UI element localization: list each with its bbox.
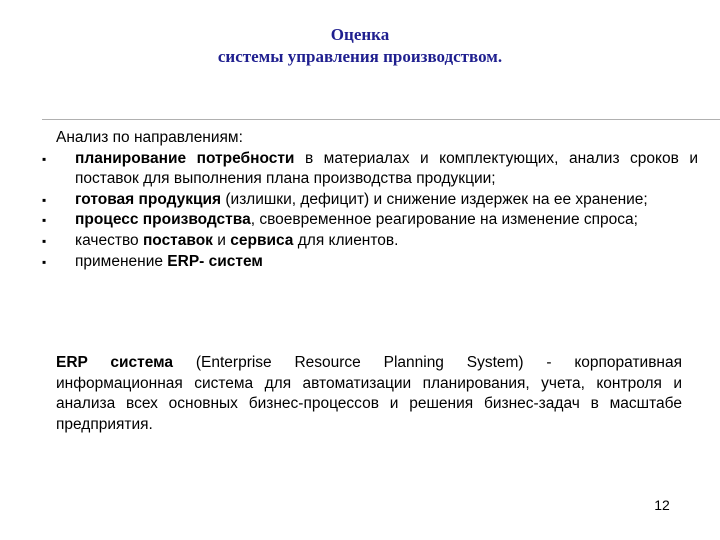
bullet-item	[42, 252, 698, 273]
bullet-text-bold: процесс производства	[75, 211, 251, 229]
bullet-item	[42, 231, 698, 252]
bullet-item	[42, 190, 698, 211]
analysis-section	[42, 128, 699, 272]
bullet-text: в материалах и комплектующих, анализ сроков и поставок для выполнения плана производства продукции;	[75, 149, 699, 188]
bullet-text: применение	[75, 252, 168, 270]
bullet-marker-icon: ▪	[42, 192, 47, 207]
bullet-text-bold: поставок	[142, 231, 213, 249]
slide-title-line-2: системы управления производством.	[217, 47, 503, 66]
bullet-text-bold: планирование потребности	[75, 149, 295, 167]
bullet-item	[42, 210, 698, 231]
page-number: 12	[654, 497, 670, 513]
bullet-marker-icon: ▪	[42, 233, 47, 248]
bullet-marker-icon: ▪	[42, 151, 47, 166]
bullet-text: качество	[75, 231, 143, 249]
bullet-text: и	[212, 231, 231, 249]
slide-title-line-1: Оценка	[330, 25, 390, 44]
erp-definition-text: (Enterprise Resource Planning System) - корпоративная информационная система для автоматизации планирования, учета, контроля и анализа всех основных бизнес-процессов и решения бизнес-задач в масштабе предприятия.	[56, 354, 683, 433]
bullet-text: (излишки, дефицит) и снижение издержек на ее хранение;	[221, 190, 648, 208]
bullet-text-bold: ERP- систем	[167, 252, 263, 270]
erp-definition	[56, 353, 682, 435]
erp-term: ERP система	[56, 354, 174, 371]
bullet-marker-icon: ▪	[42, 213, 47, 228]
bullet-marker-icon: ▪	[42, 254, 47, 269]
bullet-text: для клиентов.	[293, 231, 399, 249]
slide-title	[0, 24, 720, 68]
bullet-text-bold: готовая продукция	[75, 190, 222, 208]
analysis-bullet-list	[42, 149, 699, 273]
bullet-text: , своевременное реагирование на изменение спроса;	[250, 211, 638, 229]
divider-line	[42, 119, 720, 120]
bullet-item	[42, 149, 699, 190]
bullet-text-bold: сервиса	[230, 231, 294, 249]
analysis-intro: Анализ по направлениям:	[56, 129, 243, 146]
